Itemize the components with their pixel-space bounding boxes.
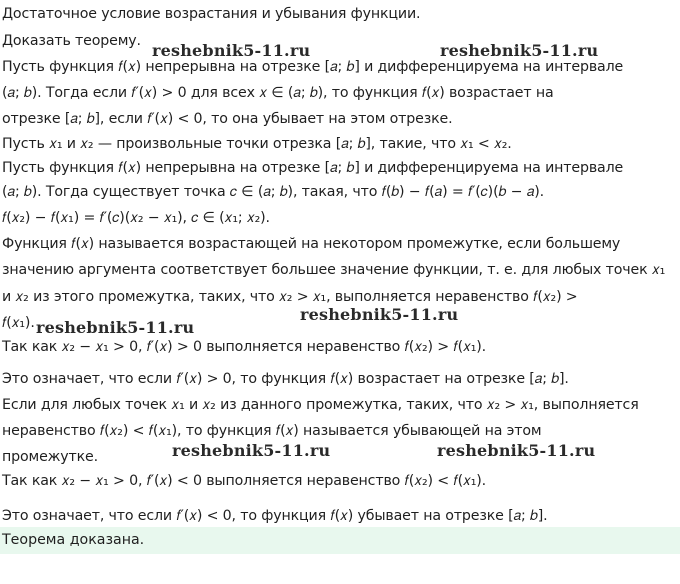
text-line: (𝑎; 𝑏). Тогда существует точка 𝑐 ∈ (𝑎; 𝑏), такая, что 𝑓(𝑏) − 𝑓(𝑎) = 𝑓′(𝑐)(𝑏 − 𝑎). <box>2 184 544 200</box>
text-line: Доказать теорему. <box>2 33 141 49</box>
text-line: промежутке. <box>2 449 98 465</box>
text-line: Это означает, что если 𝑓′(𝑥) > 0, то функция 𝑓(𝑥) возрастает на отрезке [𝑎; 𝑏]. <box>2 371 569 387</box>
text-line: Пусть функция 𝑓(𝑥) непрерывна на отрезке [𝑎; 𝑏] и дифференцируема на интервале <box>2 59 624 75</box>
text-line: отрезке [𝑎; 𝑏], если 𝑓′(𝑥) < 0, то она убывает на этом отрезке. <box>2 111 453 127</box>
text-line: 𝑓(𝑥₂) − 𝑓(𝑥₁) = 𝑓′(𝑐)(𝑥₂ − 𝑥₁), 𝑐 ∈ (𝑥₁; 𝑥₂). <box>2 210 270 226</box>
text-line: Пусть 𝑥₁ и 𝑥₂ — произвольные точки отрезка [𝑎; 𝑏], такие, что 𝑥₁ < 𝑥₂. <box>2 136 512 152</box>
text-line: неравенство 𝑓(𝑥₂) < 𝑓(𝑥₁), то функция 𝑓(𝑥) называется убывающей на этом <box>2 423 542 439</box>
document-title: Достаточное условие возрастания и убывания функции. <box>2 6 421 22</box>
watermark: reshebnik5-11.ru <box>152 41 311 60</box>
text-line: Это означает, что если 𝑓′(𝑥) < 0, то функция 𝑓(𝑥) убывает на отрезке [𝑎; 𝑏]. <box>2 508 548 524</box>
text-line: значению аргумента соответствует большее значение функции, т. е. для любых точек 𝑥₁ <box>2 262 666 278</box>
text-line: Так как 𝑥₂ − 𝑥₁ > 0, 𝑓′(𝑥) > 0 выполняется неравенство 𝑓(𝑥₂) > 𝑓(𝑥₁). <box>2 339 487 355</box>
watermark: reshebnik5-11.ru <box>300 305 459 324</box>
watermark: reshebnik5-11.ru <box>36 318 195 337</box>
text-line: Если для любых точек 𝑥₁ и 𝑥₂ из данного промежутка, таких, что 𝑥₂ > 𝑥₁, выполняется <box>2 397 639 413</box>
text-line: (𝑎; 𝑏). Тогда если 𝑓′(𝑥) > 0 для всех 𝑥 ∈ (𝑎; 𝑏), то функция 𝑓(𝑥) возрастает на <box>2 85 554 101</box>
text-line: 𝑓(𝑥₁). <box>2 315 35 331</box>
watermark: reshebnik5-11.ru <box>437 441 596 460</box>
text-line: Пусть функция 𝑓(𝑥) непрерывна на отрезке [𝑎; 𝑏] и дифференцируема на интервале <box>2 160 624 176</box>
watermark: reshebnik5-11.ru <box>172 441 331 460</box>
conclusion-text: Теорема доказана. <box>2 532 145 548</box>
text-line: Так как 𝑥₂ − 𝑥₁ > 0, 𝑓′(𝑥) < 0 выполняется неравенство 𝑓(𝑥₂) < 𝑓(𝑥₁). <box>2 473 487 489</box>
text-line: Функция 𝑓(𝑥) называется возрастающей на некотором промежутке, если большему <box>2 236 621 252</box>
watermark: reshebnik5-11.ru <box>440 41 599 60</box>
text-line: и 𝑥₂ из этого промежутка, таких, что 𝑥₂ > 𝑥₁, выполняется неравенство 𝑓(𝑥₂) > <box>2 289 578 305</box>
